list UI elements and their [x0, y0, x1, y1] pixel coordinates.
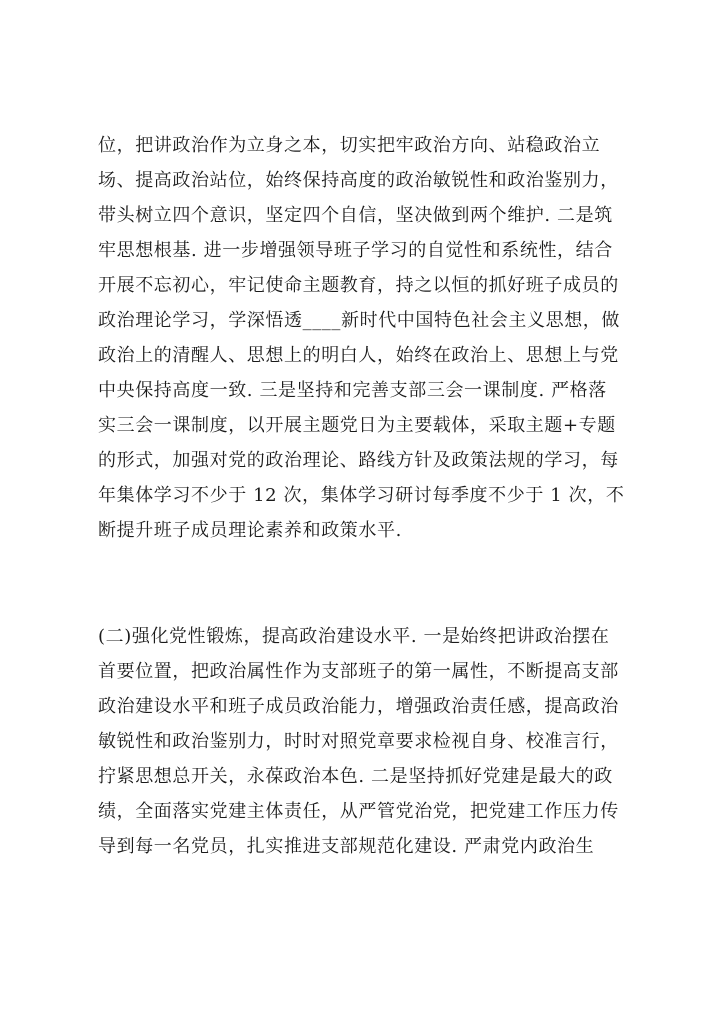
text-line: 绩，全面落实党建主体责任，从严管党治党，把党建工作压力传	[98, 801, 619, 822]
text-line: 政治建设水平和班子成员政治能力，增强政治责任感，提高政治	[98, 696, 619, 717]
text-line: 中央保持高度一致. 三是坚持和完善支部三会一课制度. 严格落	[98, 380, 607, 401]
text-line: 的形式，加强对党的政治理论、路线方针及政策法规的学习，每	[98, 450, 619, 471]
text-line: 年集体学习不少于 12 次，集体学习研讨每季度不少于 1 次，不	[98, 485, 625, 506]
text-line: 牢思想根基. 进一步增强领导班子学习的自觉性和系统性，结合	[98, 240, 613, 261]
text-line: 断提升班子成员理论素养和政策水平.	[98, 520, 402, 541]
text-line: 政治理论学习，学深悟透____新时代中国特色社会主义思想，做	[98, 310, 620, 331]
text-line: 拧紧思想总开关，永葆政治本色. 二是坚持抓好党建是最大的政	[98, 766, 613, 787]
text-line: 敏锐性和政治鉴别力，时时对照党章要求检视自身、校准言行，	[98, 731, 619, 752]
text-line: 场、提高政治站位，始终保持高度的政治敏锐性和政治鉴别力，	[98, 170, 619, 191]
text-line: 带头树立四个意识，坚定四个自信，坚决做到两个维护. 二是筑	[98, 205, 613, 226]
text-line: 位，把讲政治作为立身之本，切实把牢政治方向、站稳政治立	[98, 135, 601, 156]
paragraph-political-construction	[98, 128, 638, 548]
text-line: (二)强化党性锻炼，提高政治建设水平. 一是始终把讲政治摆在	[98, 626, 610, 647]
text-line: 首要位置，把政治属性作为支部班子的第一属性，不断提高支部	[98, 661, 619, 682]
text-line: 政治上的清醒人、思想上的明白人，始终在政治上、思想上与党	[98, 345, 619, 366]
text-line: 开展不忘初心，牢记使命主题教育，持之以恒的抓好班子成员的	[98, 275, 619, 296]
text-line: 导到每一名党员，扎实推进支部规范化建设. 严肃党内政治生	[98, 836, 595, 857]
text-line: 实三会一课制度，以开展主题党日为主要载体，采取主题+专题	[98, 415, 616, 436]
paragraph-party-spirit-training	[98, 619, 638, 864]
